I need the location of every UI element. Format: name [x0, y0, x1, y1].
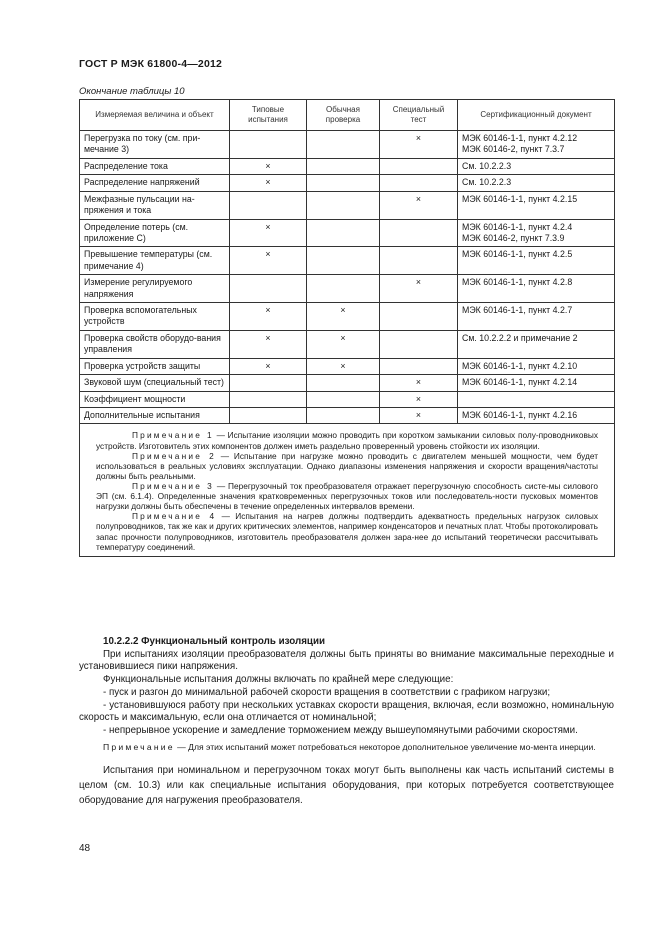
cell-special-test — [380, 303, 458, 331]
cell-special-test: × — [380, 375, 458, 391]
cell-routine-check — [307, 131, 380, 159]
cell-certification-doc: См. 10.2.2.3 — [458, 158, 615, 174]
cell-quantity: Превышение температуры (см. примечание 4) — [80, 247, 230, 275]
note-label: Примечание 2 — [132, 450, 216, 461]
note-label: Примечание 4 — [132, 511, 217, 522]
cell-certification-doc: МЭК 60146-1-1, пункт 4.2.10 — [458, 358, 615, 374]
cell-special-test — [380, 219, 458, 247]
cell-certification-doc: МЭК 60146-1-1, пункт 4.2.12 МЭК 60146-2, пункт 7.3.7 — [458, 131, 615, 159]
note-text: — Испытания на нагрев должны подтвердить адекватность предельных нагрузок силовых полупроводников, так же как и других критических элементов, например конденсаторов и печатных плат. Чтобы протоколировать запас прочности полупроводников, изготовитель преобразователя должен зара-нее до испытаний теоретически рассчитывать температуру соединений. — [96, 511, 599, 552]
notes-row — [80, 424, 615, 556]
cell-routine-check — [307, 408, 380, 424]
test-table — [79, 99, 615, 557]
cell-special-test — [380, 358, 458, 374]
cell-routine-check — [307, 191, 380, 219]
table-row — [80, 219, 615, 247]
cell-type-test — [230, 375, 307, 391]
cell-certification-doc: МЭК 60146-1-1, пункт 4.2.4 МЭК 60146-2, пункт 7.3.9 — [458, 219, 615, 247]
cell-routine-check — [307, 175, 380, 191]
list-item: - пуск и разгон до минимальной рабочей скорости вращения в соответствии с графиком нагрузки; — [103, 686, 551, 698]
note-text: — Испытание изоляции можно проводить при коротком замыкании силовых полу-проводниковых устройств. Изготовитель этих компонентов должен иметь раздельно проверенный уровень стойкости их изоляции. — [96, 430, 599, 451]
cell-quantity: Проверка свойств оборудо-вания управления — [80, 330, 230, 358]
paragraph-final: Испытания при номинальном и перегрузочном токах могут быть выполнены как часть испытаний системы в целом (см. 10.3) или как специальные испытания оборудования, при которых потребуется соответствующее оборудование для нагружения преобразователя. — [79, 765, 614, 807]
cell-type-test: × — [230, 219, 307, 247]
cell-special-test — [380, 330, 458, 358]
cell-quantity: Распределение тока — [80, 158, 230, 174]
note-text: — Для этих испытаний может потребоваться некоторое дополнительное увеличение мо-мента инерции. — [174, 741, 596, 752]
cell-type-test: × — [230, 247, 307, 275]
table-row — [80, 191, 615, 219]
cell-quantity: Распределение напряжений — [80, 175, 230, 191]
cell-type-test: × — [230, 330, 307, 358]
cell-routine-check: × — [307, 358, 380, 374]
cell-special-test — [380, 175, 458, 191]
note-label: Примечание 1 — [132, 430, 214, 441]
table-row — [80, 358, 615, 374]
table-row — [80, 375, 615, 391]
cell-certification-doc: МЭК 60146-1-1, пункт 4.2.5 — [458, 247, 615, 275]
cell-quantity: Проверка устройств защиты — [80, 358, 230, 374]
cell-routine-check — [307, 158, 380, 174]
cell-special-test: × — [380, 191, 458, 219]
cell-routine-check — [307, 275, 380, 303]
cell-quantity: Проверка вспомогательных устройств — [80, 303, 230, 331]
cell-type-test — [230, 275, 307, 303]
cell-type-test: × — [230, 175, 307, 191]
cell-certification-doc: МЭК 60146-1-1, пункт 4.2.7 — [458, 303, 615, 331]
cell-routine-check — [307, 247, 380, 275]
table-note — [96, 511, 598, 551]
cell-certification-doc: МЭК 60146-1-1, пункт 4.2.14 — [458, 375, 615, 391]
cell-quantity: Определение потерь (см. приложение С) — [80, 219, 230, 247]
note-text: — Испытание при нагрузке можно проводить с двигателем меньшей мощности, чем будет использоваться в реальных условиях эксплуатации. Однако диапазоны изменения напряжения и скорости вращения/частоты должны быть реальными. — [96, 450, 598, 481]
table-row — [80, 408, 615, 424]
section-10-2-2-2 — [79, 636, 614, 809]
cell-certification-doc: МЭК 60146-1-1, пункт 4.2.16 — [458, 408, 615, 424]
cell-certification-doc: См. 10.2.2.2 и примечание 2 — [458, 330, 615, 358]
cell-special-test: × — [380, 408, 458, 424]
table-row — [80, 391, 615, 407]
table-row — [80, 303, 615, 331]
cell-quantity: Дополнительные испытания — [80, 408, 230, 424]
cell-certification-doc: МЭК 60146-1-1, пункт 4.2.8 — [458, 275, 615, 303]
cell-type-test: × — [230, 158, 307, 174]
table-note — [96, 451, 598, 481]
column-header-type-tests: Типовые испытания — [230, 100, 307, 131]
cell-type-test — [230, 391, 307, 407]
note-text: — Перегрузочный ток преобразователя отражает перегрузочную способность систе-мы силового ЭП (см. 6.1.4). Определенные значения кратковременных перегрузочных токов или последователь-ности пусковых моментов нагрузки должны быть обеспечены в течение определенных интервалов времени. — [96, 480, 599, 512]
paragraph-2: Функциональные испытания должны включать по крайней мере следующие: — [103, 674, 454, 686]
cell-quantity: Звуковой шум (специальный тест) — [80, 375, 230, 391]
table-notes — [80, 424, 615, 556]
column-header-routine-check: Обычная проверка — [307, 100, 380, 131]
table-row — [80, 330, 615, 358]
cell-quantity: Коэффициент мощности — [80, 391, 230, 407]
table-row — [80, 131, 615, 159]
list-item: - установившуюся работу при нескольких уставках скорости вращения, включая, если возможно, номинальную скорость и максимальную, если она отличается от номинальной; — [79, 699, 614, 724]
cell-quantity: Межфазные пульсации на-пряжения и тока — [80, 191, 230, 219]
cell-special-test — [380, 158, 458, 174]
cell-type-test — [230, 408, 307, 424]
cell-routine-check: × — [307, 330, 380, 358]
cell-special-test: × — [380, 131, 458, 159]
cell-quantity: Перегрузка по току (см. при-мечание 3) — [80, 131, 230, 159]
cell-quantity: Измерение регулируемого напряжения — [80, 275, 230, 303]
column-header-certification-doc: Сертификационный документ — [458, 100, 615, 131]
table-header-row — [80, 100, 615, 131]
cell-type-test — [230, 191, 307, 219]
paragraph-1: При испытаниях изоляции преобразователя должны быть приняты во внимание максимальные переходные и установившиеся пики напряжения. — [79, 648, 614, 673]
table-note — [96, 430, 598, 450]
table-row — [80, 158, 615, 174]
cell-certification-doc — [458, 391, 615, 407]
cell-routine-check: × — [307, 303, 380, 331]
section-heading: 10.2.2.2 Функциональный контроль изоляции — [103, 636, 325, 647]
cell-special-test — [380, 247, 458, 275]
column-header-quantity: Измеряемая величина и объект — [80, 100, 230, 131]
cell-type-test: × — [230, 358, 307, 374]
section-note — [79, 742, 614, 753]
cell-special-test: × — [380, 275, 458, 303]
table-row — [80, 247, 615, 275]
cell-routine-check — [307, 219, 380, 247]
cell-type-test — [230, 131, 307, 159]
cell-certification-doc: МЭК 60146-1-1, пункт 4.2.15 — [458, 191, 615, 219]
cell-special-test: × — [380, 391, 458, 407]
cell-certification-doc: См. 10.2.2.3 — [458, 175, 615, 191]
cell-type-test: × — [230, 303, 307, 331]
list-item: - непрерывное ускорение и замедление торможением между вышеупомянутыми рабочими скоростями. — [103, 725, 578, 737]
cell-routine-check — [307, 375, 380, 391]
table-row — [80, 175, 615, 191]
table-note — [96, 481, 598, 511]
table-row — [80, 275, 615, 303]
note-label: Примечание 3 — [132, 480, 214, 491]
page-number: 48 — [79, 843, 91, 854]
note-label: Примечание — [103, 741, 175, 752]
cell-routine-check — [307, 391, 380, 407]
column-header-special-test: Специальный тест — [380, 100, 458, 131]
table-caption: Окончание таблицы 10 — [79, 86, 185, 97]
document-header: ГОСТ Р МЭК 61800-4—2012 — [79, 58, 223, 70]
